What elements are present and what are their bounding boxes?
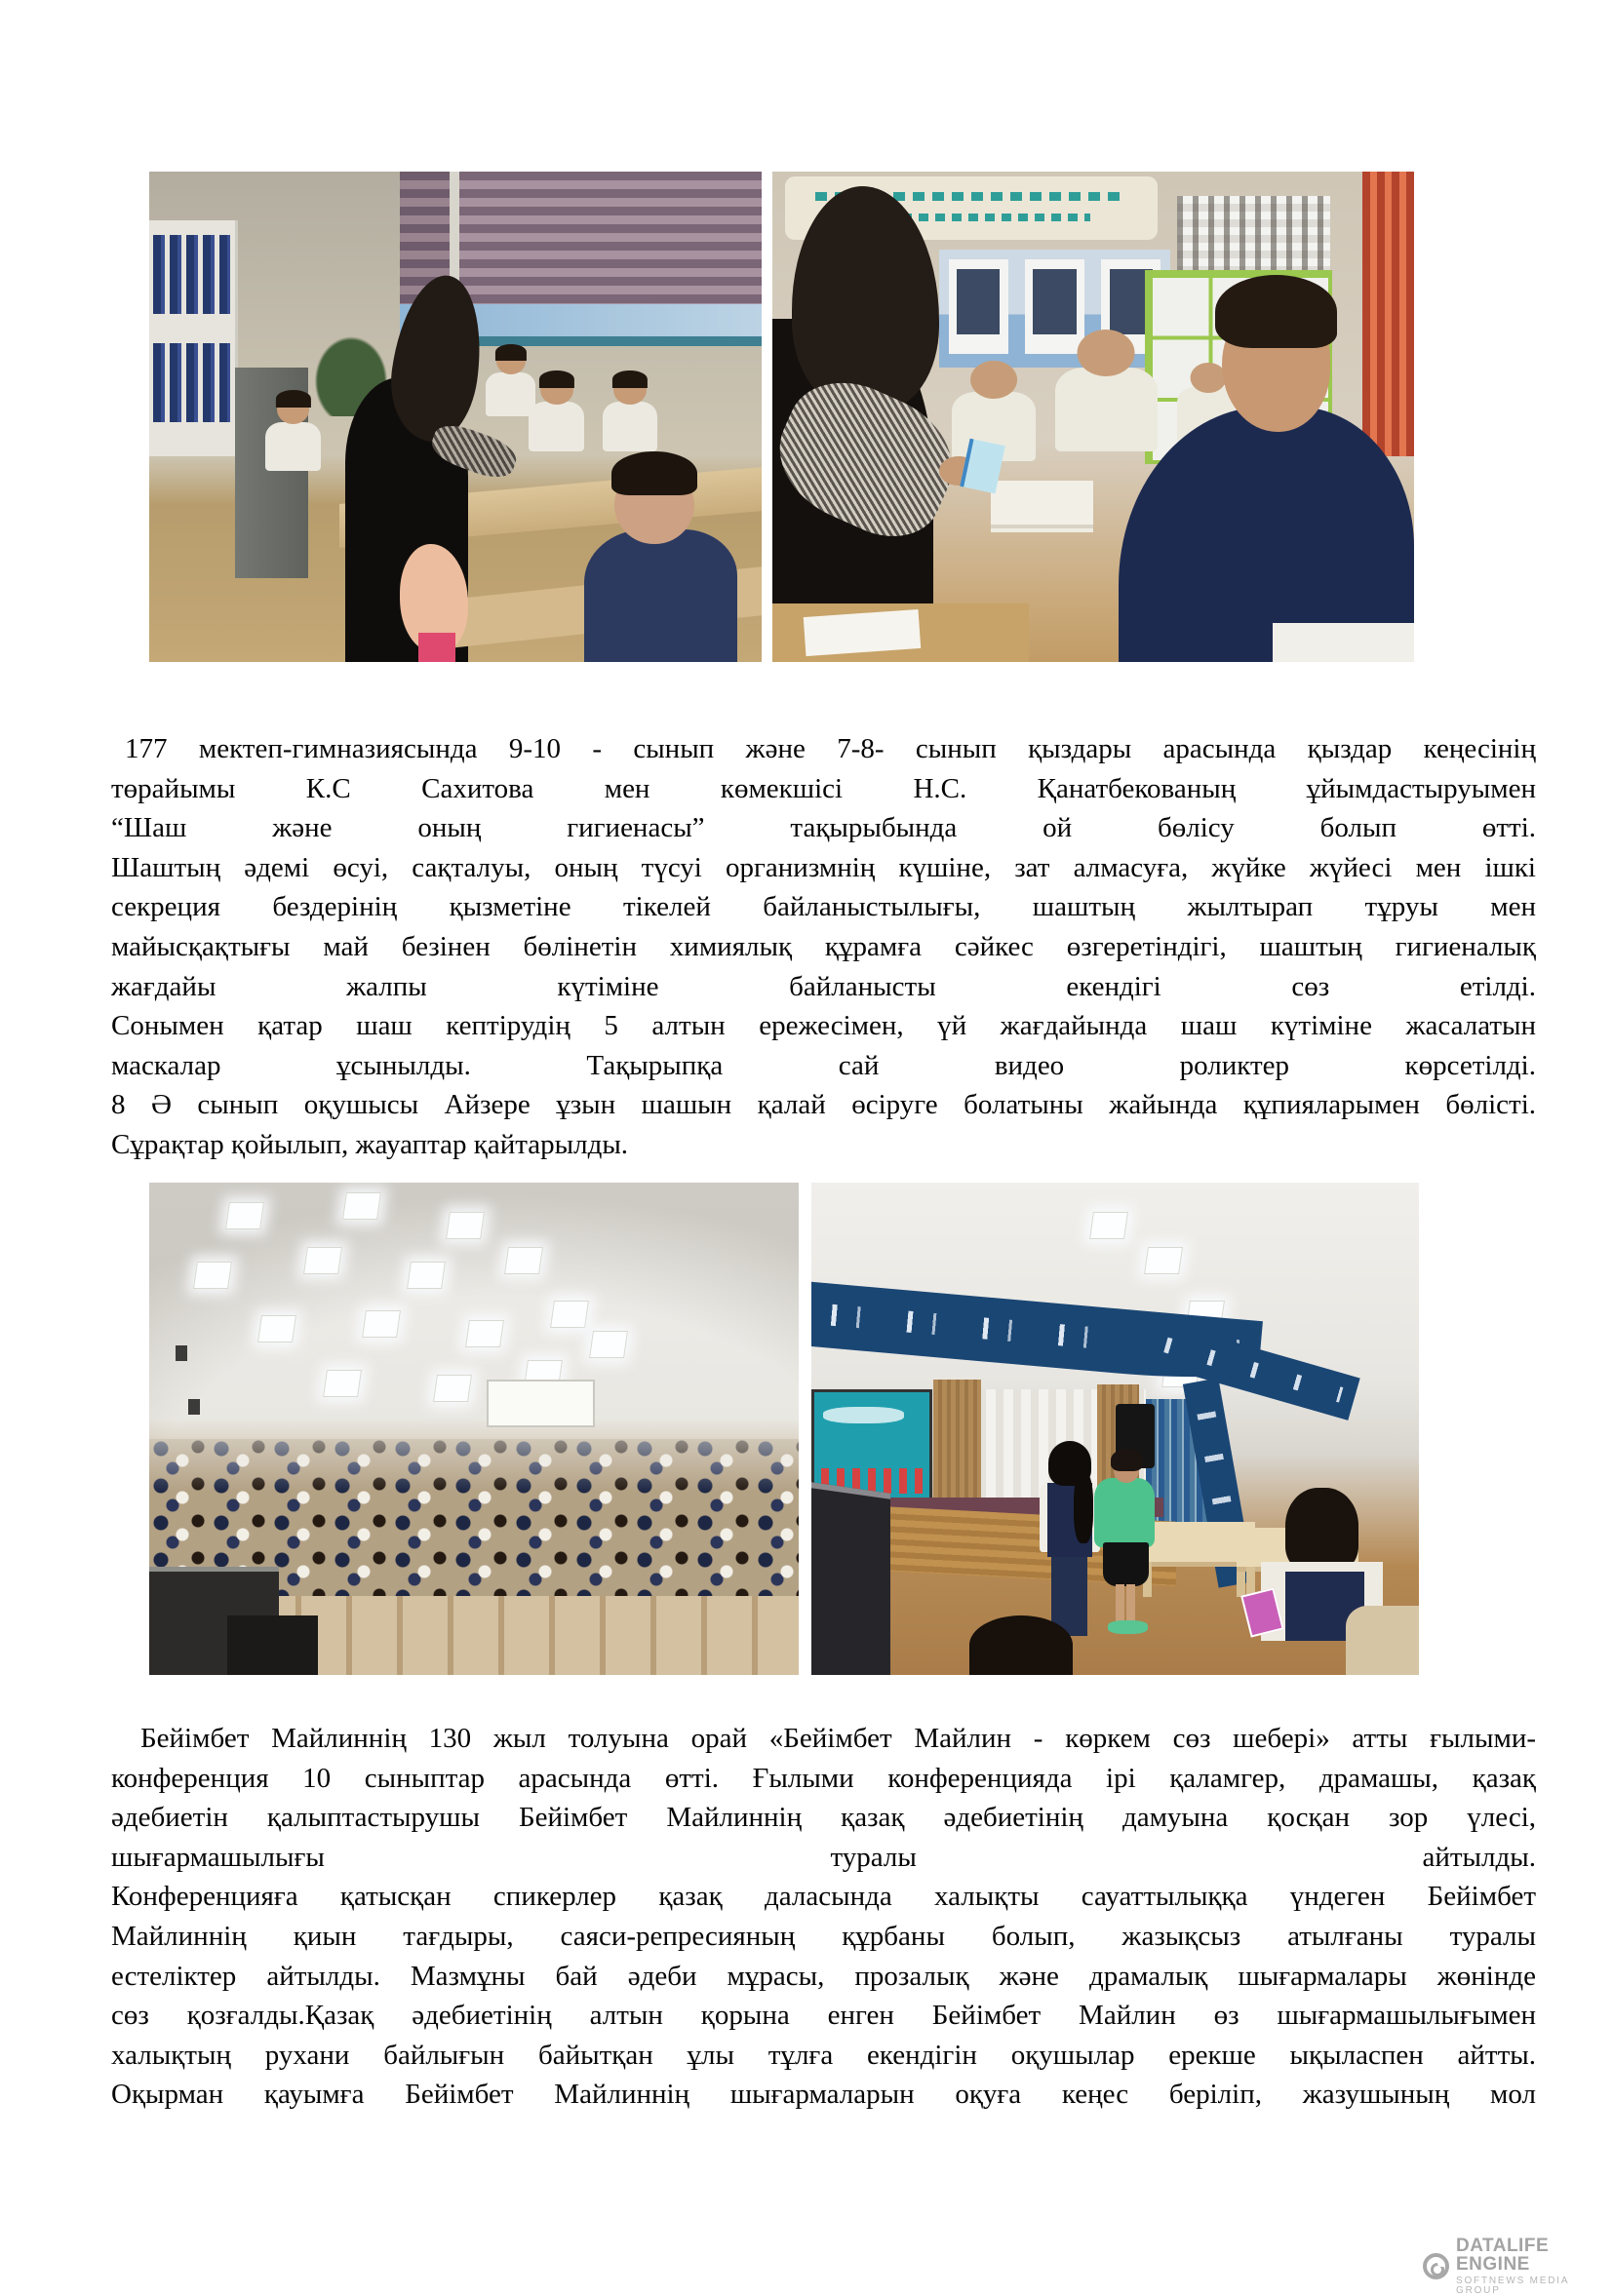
boy-hair	[611, 451, 697, 495]
ceiling-light	[433, 1375, 472, 1402]
paragraph-mailin-conference	[111, 1719, 1536, 2115]
pink-bag	[418, 633, 455, 662]
ceiling-light	[1089, 1212, 1128, 1239]
papers-stack	[991, 481, 1093, 525]
photo-auditorium-audience	[149, 1183, 799, 1675]
paragraph-line: халықтың рухани байлығын байытқан ұлы тұлға екендігін оқушылар ерекше ықыласпен айтты.	[111, 2039, 1536, 2071]
watermark-subbrand: SOFTNEWS MEDIA GROUP	[1456, 2276, 1569, 2296]
beige-chair	[1346, 1606, 1419, 1675]
paragraph-line: жағдайы жалпы күтіміне байланысты екендігі сөз етілді.	[111, 970, 1536, 1002]
ceiling-light	[303, 1247, 342, 1274]
audience-girl-hair	[1285, 1488, 1358, 1572]
window-blinds	[455, 172, 762, 304]
audience-head	[969, 1615, 1073, 1675]
paragraph-hair-hygiene	[111, 729, 1536, 1165]
photo-classroom-lesson	[149, 172, 762, 662]
paragraph-line: шығармашылығы туралы айтылды.	[111, 1841, 1536, 1873]
paragraph-line: Оқырман қауымға Бейімбет Майлиннің шығармаларын оқуға кеңес беріліп, жазушының мол	[111, 2079, 1536, 2111]
photo-classroom-handout	[772, 172, 1414, 662]
paragraph-line: Шаштың әдемі өсуі, сақталуы, оның түсуі организмнің күшіне, зат алмасуға, жүйке жүйесі мен ішкі	[111, 851, 1536, 883]
ceiling-light	[225, 1202, 264, 1229]
ceiling-light	[323, 1370, 362, 1397]
student-figure	[1055, 368, 1158, 451]
paragraph-line: “Шаш және оның гигиенасы” тақырыбында ой бөлісу болып өтті.	[111, 812, 1536, 844]
paragraph-line: Бейімбет Майлиннің 130 жыл толуына орай «Бейімбет Майлин - көркем сөз шебері» атты ғылыми-	[140, 1723, 1536, 1754]
portrait-frame	[949, 259, 1009, 354]
paragraph-line: 177 мектеп-гимназиясында 9-10 - сынып және 7-8- сынып қыздары арасында қыздар кеңесінің	[125, 733, 1536, 764]
paragraph-line: Сұрақтар қойылып, жауаптар қайтарылды.	[111, 1128, 629, 1160]
ceiling-light	[257, 1315, 296, 1343]
binders-row	[153, 235, 230, 313]
student-figure	[265, 422, 321, 471]
portraits-strip	[939, 250, 1170, 368]
wall-speaker	[176, 1345, 187, 1361]
teacher-green-jacket	[1094, 1478, 1155, 1547]
ceiling-light	[465, 1320, 504, 1347]
paragraph-line: сөз қозғалды.Қазақ әдебиетінің алтын қорына енген Бейімбет Майлин өз шығармашылығымен	[111, 2000, 1536, 2032]
ceiling-light	[407, 1262, 446, 1289]
ceiling-light	[504, 1247, 543, 1274]
teacher-hair	[1111, 1449, 1144, 1471]
projection-window	[487, 1380, 595, 1427]
datalife-logo-icon	[1423, 2253, 1449, 2279]
paragraph-line: секреция бездерінің қызметіне тікелей байланыстылығы, шаштың жылтырап тұруы мен	[111, 891, 1536, 923]
student-figure	[529, 402, 584, 450]
watermark-text	[1456, 2237, 1613, 2296]
wall-speaker	[188, 1399, 200, 1415]
paragraph-line: 8 Ә сынып оқушысы Айзере ұзын шашын қалай өсіруге болатыны жайында құпияларымен бөлісті.	[111, 1089, 1536, 1121]
paragraph-line: Майлиннің қиын тағдыры, саяси-репресияның құрбаны болып, жазықсыз атылғаны туралы	[111, 1920, 1536, 1952]
paragraph-line: конференция 10 сыныптар арасында өтті. Ғылыми конференцияда ірі қаламгер, драмашы, қазақ	[111, 1762, 1536, 1794]
projector-cart	[811, 1482, 890, 1675]
portrait-frame	[1025, 259, 1085, 354]
teacher-skirt	[1103, 1542, 1149, 1586]
teacher-green-shoes	[1108, 1620, 1147, 1633]
boy-hair	[1215, 275, 1337, 348]
ceiling-light	[550, 1301, 589, 1328]
teacher-legs	[1116, 1584, 1125, 1623]
paragraph-line: әдебиетін қалыптастырушы Бейімбет Майлиннің қазақ әдебиетінің дамуына қосқан зор үлесі,	[111, 1802, 1536, 1834]
ceiling-light	[193, 1262, 232, 1289]
ceiling-light	[342, 1192, 381, 1220]
dark-chair	[227, 1615, 318, 1675]
paragraph-line: Сонымен қатар шаш кептірудің 5 алтын ережесімен, үй жағдайында шаш күтіміне жасалатын	[111, 1010, 1536, 1042]
paragraph-line: естеліктер айтылды. Мазмұны бай әдеби мұрасы, прозалық және драмалық шығармалары жөнінде	[111, 1960, 1536, 1992]
paragraph-line: Конференцияға қатысқан спикерлер қазақ даласында халықты сауаттылыққа үндеген Бейімбет	[111, 1881, 1536, 1913]
ceiling-light	[1144, 1247, 1183, 1274]
paragraph-line: маскалар ұсынылды. Тақырыпқа сай видео роликтер көрсетілді.	[111, 1049, 1536, 1081]
binders-row	[153, 343, 230, 421]
watermark-brand: DATALIFE ENGINE	[1456, 2236, 1550, 2275]
student-hair	[1048, 1441, 1091, 1485]
notebook-paper	[804, 609, 922, 656]
boy-navy-sweater	[584, 529, 737, 662]
datalife-engine-watermark	[1423, 2237, 1613, 2296]
paragraph-line: майысқақтығы май безінен бөлінетін химиялық құрамға сәйкес өзгеретіндігі, шаштың гигиеналық	[111, 930, 1536, 962]
ceiling-light	[362, 1310, 401, 1338]
student-figure	[603, 402, 658, 450]
ceiling-light	[589, 1331, 628, 1358]
wood-panel	[933, 1380, 982, 1517]
student-figure	[486, 372, 534, 416]
photo-assembly-stage	[811, 1183, 1419, 1675]
notebook-paper	[1273, 623, 1414, 662]
ceiling-light	[446, 1212, 485, 1239]
paragraph-line: төрайымы К.С Сахитова мен көмекшісі Н.С. Қанатбекованың ұйымдастыруымен	[111, 772, 1536, 804]
red-vertical-blinds	[1362, 172, 1414, 456]
